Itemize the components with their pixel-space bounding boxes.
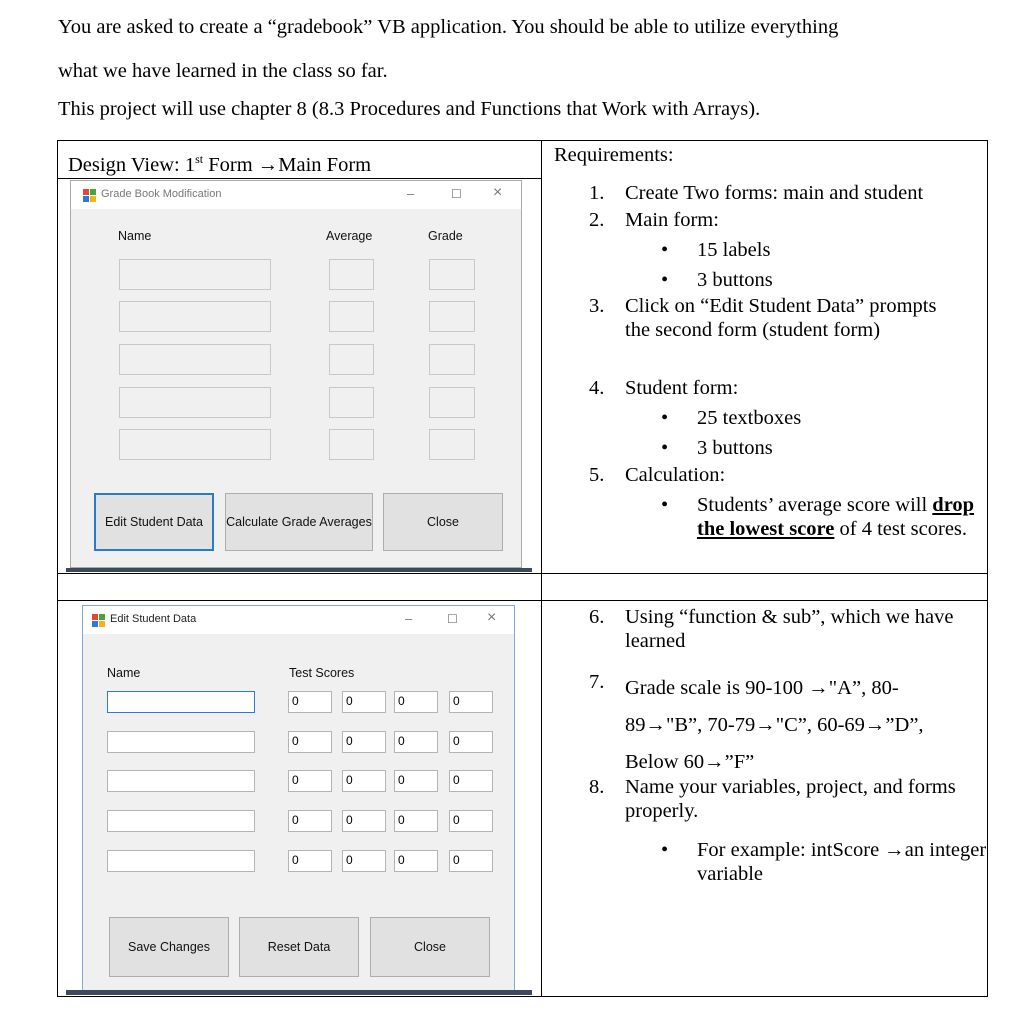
score-textbox[interactable]	[394, 850, 438, 872]
bullet-icon: •	[661, 269, 669, 291]
score-textbox[interactable]	[449, 850, 493, 872]
req-2-num: 2.	[589, 209, 605, 231]
requirements-heading: Requirements:	[554, 144, 674, 166]
score-textbox[interactable]	[288, 810, 332, 832]
main-form-titlebar[interactable]	[71, 181, 521, 209]
table-row-divider-2	[58, 600, 987, 601]
score-value: 0	[453, 734, 460, 748]
maximize-icon[interactable]: ☐	[447, 612, 458, 626]
student-close-button[interactable]: Close	[370, 917, 490, 977]
close-icon[interactable]: ×	[493, 184, 503, 201]
score-value: 0	[346, 813, 353, 827]
average-header: Average	[326, 229, 373, 243]
student-name-textbox[interactable]	[107, 850, 255, 872]
score-value: 0	[292, 773, 299, 787]
main-form-window	[70, 180, 522, 568]
calculate-averages-button[interactable]: Calculate Grade Averages	[225, 493, 373, 551]
design-view-heading: Design View: 1st Form →Main Form	[68, 152, 372, 176]
score-value: 0	[346, 853, 353, 867]
edit-student-data-button[interactable]: Edit Student Data	[94, 493, 214, 551]
grade-header: Grade	[428, 229, 463, 243]
maximize-icon[interactable]: ☐	[451, 187, 462, 201]
average-label-5	[329, 429, 374, 460]
average-label-4	[329, 387, 374, 418]
save-changes-button[interactable]: Save Changes	[109, 917, 229, 977]
req-5a-text: Students’ average score will drop the lowest score of 4 test scores.	[697, 494, 975, 540]
average-label-2	[329, 301, 374, 332]
student-name-textbox[interactable]	[107, 810, 255, 832]
score-textbox[interactable]	[449, 770, 493, 792]
average-label-1	[329, 259, 374, 290]
table-column-divider	[541, 141, 542, 996]
intro-line-1: You are asked to create a “gradebook” VB application. You should be able to utilize everything	[58, 16, 839, 38]
req-2b-text: 3 buttons	[697, 269, 773, 291]
score-value: 0	[292, 734, 299, 748]
name-label-1	[119, 259, 271, 290]
name-label-2	[119, 301, 271, 332]
intro-line-3: This project will use chapter 8 (8.3 Procedures and Functions that Work with Arrays).	[58, 98, 761, 120]
grade-label-1	[429, 259, 475, 290]
student-name-textbox[interactable]	[107, 731, 255, 753]
window-shadow-strip	[66, 990, 532, 995]
req-5-num: 5.	[589, 464, 605, 486]
score-value: 0	[453, 853, 460, 867]
student-name-textbox[interactable]	[107, 691, 255, 713]
score-value: 0	[453, 694, 460, 708]
score-textbox[interactable]	[288, 691, 332, 713]
score-value: 0	[398, 694, 405, 708]
form-icon	[92, 614, 105, 627]
score-textbox[interactable]	[449, 731, 493, 753]
score-textbox[interactable]	[394, 731, 438, 753]
req-7-num: 7.	[589, 671, 605, 693]
bullet-icon: •	[661, 239, 669, 261]
req-7-text: Grade scale is 90-100 →"A”, 80-89→"B”, 70-79→"C”, 60-69→”D”, Below 60→”F”	[625, 677, 924, 773]
req-8-num: 8.	[589, 776, 605, 798]
main-close-button[interactable]: Close	[383, 493, 503, 551]
score-textbox[interactable]	[394, 691, 438, 713]
minimize-icon[interactable]: –	[407, 186, 415, 201]
score-value: 0	[453, 773, 460, 787]
req-6-text: Using “function & sub”, which we have learned	[625, 606, 954, 652]
req-4-text: Student form:	[625, 377, 739, 399]
score-textbox[interactable]	[288, 731, 332, 753]
score-value: 0	[292, 853, 299, 867]
req-8a-text: For example: intScore →an integer variable	[697, 839, 987, 885]
score-textbox[interactable]	[342, 810, 386, 832]
main-form-title: Grade Book Modification	[101, 188, 222, 200]
score-value: 0	[398, 734, 405, 748]
score-textbox[interactable]	[449, 691, 493, 713]
req-4a-text: 25 textboxes	[697, 407, 802, 429]
test-scores-header: Test Scores	[289, 666, 355, 680]
minimize-icon[interactable]: –	[405, 611, 413, 626]
score-textbox[interactable]	[449, 810, 493, 832]
table-row-divider-1	[58, 573, 987, 574]
score-value: 0	[398, 813, 405, 827]
req-4b-text: 3 buttons	[697, 437, 773, 459]
score-value: 0	[292, 694, 299, 708]
score-textbox[interactable]	[342, 770, 386, 792]
name-label-5	[119, 429, 271, 460]
average-label-3	[329, 344, 374, 375]
score-textbox[interactable]	[288, 850, 332, 872]
name-label-3	[119, 344, 271, 375]
grade-label-4	[429, 387, 475, 418]
req-4-num: 4.	[589, 377, 605, 399]
score-value: 0	[292, 813, 299, 827]
req-5-text: Calculation:	[625, 464, 726, 486]
form-icon	[83, 189, 96, 202]
bullet-icon: •	[661, 407, 669, 429]
req-6-num: 6.	[589, 606, 605, 628]
score-value: 0	[346, 734, 353, 748]
score-textbox[interactable]	[342, 731, 386, 753]
close-icon[interactable]: ×	[487, 609, 497, 626]
score-value: 0	[346, 773, 353, 787]
score-value: 0	[453, 813, 460, 827]
req-8-text: Name your variables, project, and forms properly.	[625, 776, 956, 822]
req-3-num: 3.	[589, 295, 605, 317]
window-shadow-strip	[66, 568, 532, 572]
req-1-text: Create Two forms: main and student	[625, 182, 924, 204]
req-1-num: 1.	[589, 182, 605, 204]
score-textbox[interactable]	[288, 770, 332, 792]
score-textbox[interactable]	[394, 810, 438, 832]
table-header-divider	[58, 178, 541, 179]
name-label-4	[119, 387, 271, 418]
student-name-textbox[interactable]	[107, 770, 255, 792]
student-form-titlebar[interactable]	[83, 606, 514, 634]
student-form-title: Edit Student Data	[110, 613, 197, 625]
score-textbox[interactable]	[342, 691, 386, 713]
score-textbox[interactable]	[342, 850, 386, 872]
grade-label-3	[429, 344, 475, 375]
student-name-header: Name	[107, 666, 141, 680]
student-form-window	[82, 605, 515, 993]
score-textbox[interactable]	[394, 770, 438, 792]
bullet-icon: •	[661, 839, 669, 861]
grade-label-5	[429, 429, 475, 460]
score-value: 0	[398, 773, 405, 787]
name-header: Name	[118, 229, 152, 243]
reset-data-button[interactable]: Reset Data	[239, 917, 359, 977]
bullet-icon: •	[661, 494, 669, 516]
score-value: 0	[346, 694, 353, 708]
score-value: 0	[398, 853, 405, 867]
intro-line-2: what we have learned in the class so far.	[58, 60, 388, 82]
req-2-text: Main form:	[625, 209, 719, 231]
req-2a-text: 15 labels	[697, 239, 771, 261]
grade-label-2	[429, 301, 475, 332]
bullet-icon: •	[661, 437, 669, 459]
req-3-text: Click on “Edit Student Data” prompts the second form (student form)	[625, 295, 937, 341]
